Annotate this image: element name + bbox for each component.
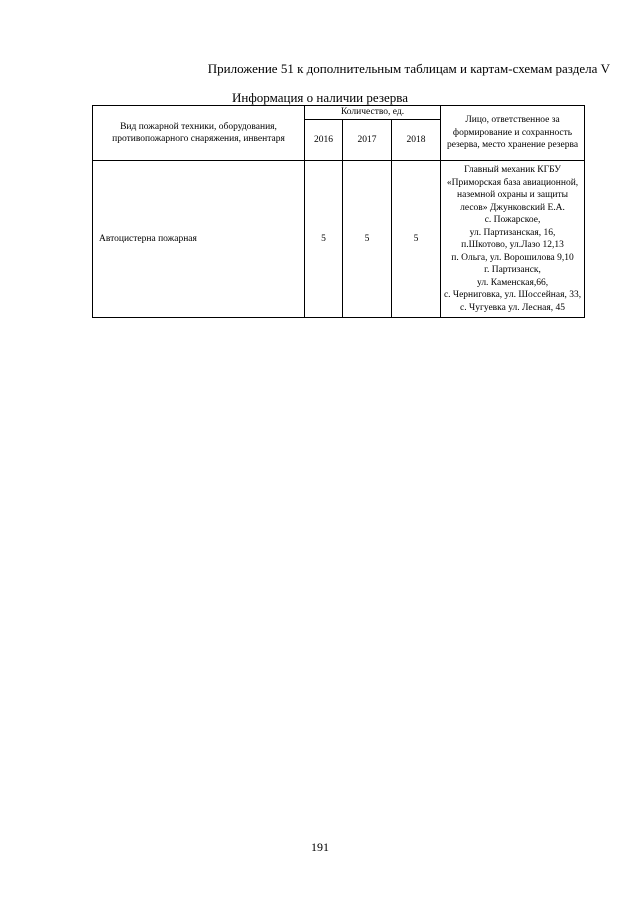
appendix-title: Приложение 51 к дополнительным таблицам и картам-схемам раздела V xyxy=(207,61,610,76)
table-header-row xyxy=(93,106,585,120)
person-line: с. Пожарское, xyxy=(484,215,541,225)
person-line: г. Партизанск, xyxy=(484,265,541,275)
reserve-table xyxy=(92,105,585,318)
header-quantity: Количество, ед. xyxy=(305,106,441,120)
person-line: наземной охраны и защиты xyxy=(457,190,569,200)
page-number: 191 xyxy=(311,840,329,854)
table-row xyxy=(93,161,585,318)
person-line: с. Чугуевка ул. Лесная, 45 xyxy=(460,302,566,313)
header-year-2018: 2018 xyxy=(392,120,441,161)
row-value-2016: 5 xyxy=(305,161,343,318)
row-person xyxy=(441,161,585,318)
row-value-2017: 5 xyxy=(343,161,392,318)
person-line: лесов» Джунковский Е.А. xyxy=(460,202,565,213)
person-line: п. Ольга, ул. Ворошилова 9,10 xyxy=(451,252,574,263)
person-line: Главный механик КГБУ xyxy=(464,165,561,175)
person-line: ул. Партизанская, 16, xyxy=(469,227,556,238)
row-kind: Автоцистерна пожарная xyxy=(93,161,305,318)
header-year-2017: 2017 xyxy=(343,120,392,161)
header-kind: Вид пожарной техники, оборудования, противопожарного снаряжения, инвентаря xyxy=(93,106,305,161)
row-value-2018: 5 xyxy=(392,161,441,318)
person-line: с. Черниговка, ул. Шоссейная, 33, xyxy=(443,290,582,300)
person-line: ул. Каменская,66, xyxy=(476,277,549,288)
table-title: Информация о наличии резерва xyxy=(232,90,408,105)
person-line: «Приморская база авиационной, xyxy=(446,177,579,188)
header-person: Лицо, ответственное за формирование и сохранность резерва, место хранение резерва xyxy=(441,106,585,161)
header-year-2016: 2016 xyxy=(305,120,343,161)
person-line: п.Шкотово, ул.Лазо 12,13 xyxy=(461,240,564,250)
